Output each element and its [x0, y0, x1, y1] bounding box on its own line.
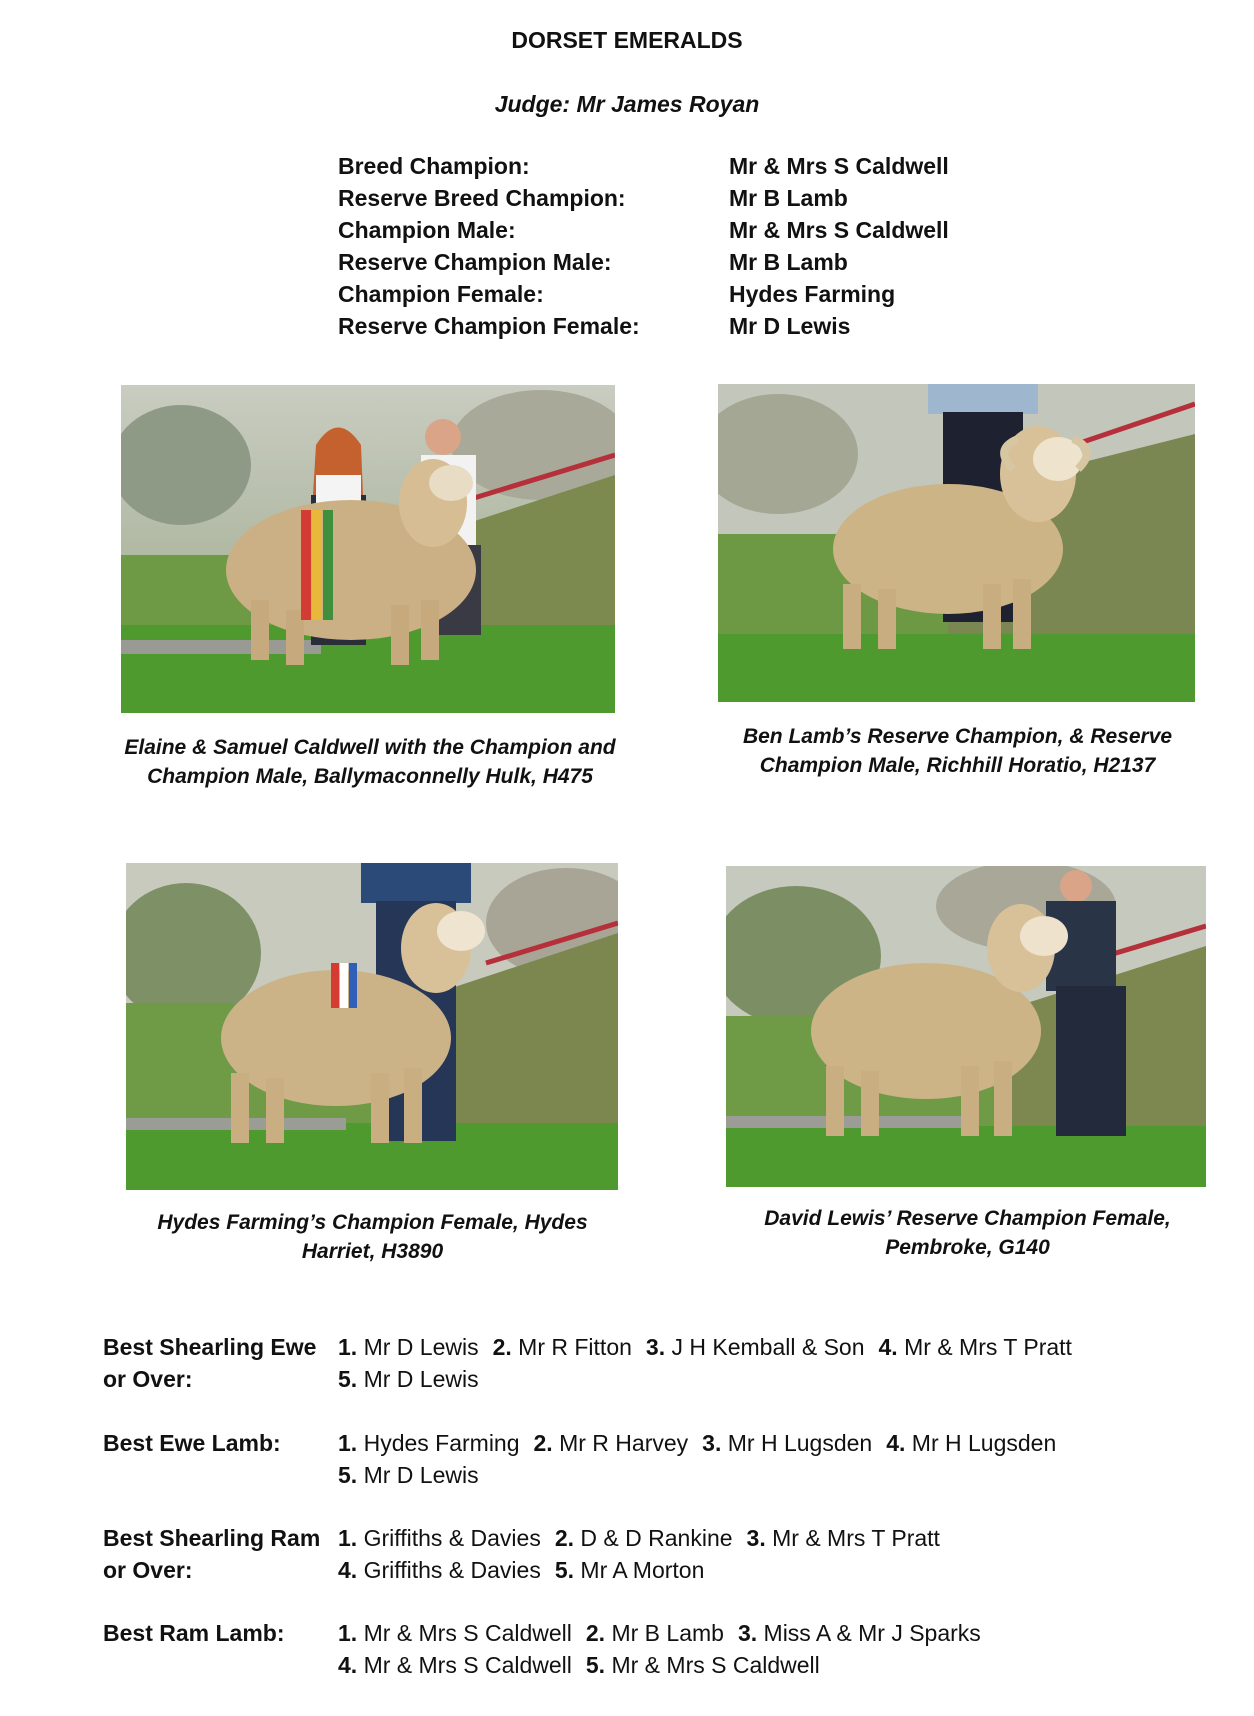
judge-line: Judge: Mr James Royan	[494, 91, 760, 117]
placing-line	[338, 1617, 1138, 1649]
category-line: Best Shearling Ram	[103, 1525, 321, 1551]
results-placings	[338, 1331, 1138, 1395]
placing-name: Mr H Lugsden	[905, 1430, 1057, 1456]
caption-line: Champion Male, Ballymaconnelly Hulk, H475	[147, 765, 593, 788]
caption-line: Hydes Farming’s Champion Female, Hydes	[157, 1211, 588, 1234]
placing-position: 1.	[338, 1620, 358, 1646]
award-label: Reserve Breed Champion:	[338, 185, 626, 211]
award-winner: Mr & Mrs S Caldwell	[729, 153, 949, 179]
results-category	[103, 1331, 328, 1395]
caption-line: Elaine & Samuel Caldwell with the Champion and	[124, 736, 616, 759]
photo-caption	[690, 1204, 1245, 1262]
placing-entry	[534, 1430, 689, 1456]
placing-line	[338, 1363, 1138, 1395]
placing-entry	[338, 1652, 572, 1678]
placing-name: Mr D Lewis	[357, 1462, 479, 1488]
award-row	[338, 249, 978, 281]
placing-position: 4.	[878, 1334, 898, 1360]
placing-position: 3.	[702, 1430, 722, 1456]
placing-entry	[338, 1366, 479, 1392]
photo-caption	[100, 1208, 645, 1266]
placing-name: Mr R Harvey	[552, 1430, 689, 1456]
results-category	[103, 1522, 328, 1586]
placing-entry	[555, 1557, 705, 1583]
awards-list	[338, 153, 978, 345]
caption-line: Harriet, H3890	[301, 1240, 444, 1263]
placing-position: 5.	[338, 1462, 358, 1488]
placing-line	[338, 1427, 1138, 1459]
placing-entry	[338, 1430, 520, 1456]
page-title: DORSET EMERALDS	[511, 27, 743, 53]
award-row	[338, 153, 978, 185]
category-line: or Over:	[103, 1557, 193, 1583]
placing-position: 5.	[338, 1366, 358, 1392]
placing-name: Mr & Mrs S Caldwell	[357, 1620, 572, 1646]
results-placings	[338, 1427, 1138, 1491]
placing-entry	[586, 1652, 820, 1678]
caption-line: David Lewis’ Reserve Champion Female,	[764, 1207, 1171, 1230]
placing-entry	[879, 1334, 1072, 1360]
category-line: Best Ram Lamb:	[103, 1620, 285, 1646]
placing-name: Griffiths & Davies	[357, 1557, 541, 1583]
award-label: Reserve Champion Female:	[338, 313, 640, 339]
award-winner: Mr D Lewis	[729, 313, 851, 339]
placing-entry	[338, 1462, 479, 1488]
placing-name: Griffiths & Davies	[357, 1525, 541, 1551]
results-placings	[338, 1522, 1138, 1586]
photo-caption	[670, 722, 1245, 780]
placing-name: Mr & Mrs T Pratt	[765, 1525, 940, 1551]
award-label: Champion Female:	[338, 281, 544, 307]
category-line: or Over:	[103, 1366, 193, 1392]
award-winner: Mr B Lamb	[729, 249, 848, 275]
placing-name: D & D Rankine	[574, 1525, 733, 1551]
caption-line: Ben Lamb’s Reserve Champion, & Reserve	[742, 725, 1173, 748]
category-line: Best Shearling Ewe	[103, 1334, 317, 1360]
award-label: Breed Champion:	[338, 153, 530, 179]
placing-entry	[702, 1430, 872, 1456]
placing-name: Miss A & Mr J Sparks	[757, 1620, 981, 1646]
placing-entry	[555, 1525, 733, 1551]
placing-entry	[338, 1620, 572, 1646]
award-label: Champion Male:	[338, 217, 516, 243]
placing-position: 3.	[737, 1620, 758, 1646]
award-winner: Hydes Farming	[729, 281, 896, 307]
photo-caption	[80, 733, 660, 791]
placing-line	[338, 1459, 1138, 1491]
placing-position: 5.	[554, 1557, 575, 1583]
placing-position: 2.	[554, 1525, 575, 1551]
placing-position: 1.	[338, 1525, 358, 1551]
placing-name: Mr H Lugsden	[721, 1430, 873, 1456]
placing-name: Mr A Morton	[574, 1557, 705, 1583]
caption-line: Pembroke, G140	[885, 1236, 1050, 1259]
placing-position: 4.	[338, 1557, 358, 1583]
placing-line	[338, 1554, 1138, 1586]
placing-name: Mr & Mrs S Caldwell	[357, 1652, 572, 1678]
category-line: Best Ewe Lamb:	[103, 1430, 281, 1456]
award-winner: Mr B Lamb	[729, 185, 848, 211]
photo-reserve-champion	[718, 384, 1195, 702]
photo-champion-female	[126, 863, 618, 1190]
placing-name: Mr B Lamb	[605, 1620, 724, 1646]
award-winner: Mr & Mrs S Caldwell	[729, 217, 949, 243]
placing-position: 4.	[886, 1430, 906, 1456]
placing-position: 3.	[746, 1525, 766, 1551]
placing-entry	[738, 1620, 981, 1646]
results-category	[103, 1427, 328, 1459]
award-label: Reserve Champion Male:	[338, 249, 612, 275]
placing-entry	[646, 1334, 865, 1360]
placing-name: J H Kemball & Son	[665, 1334, 865, 1360]
placing-name: Hydes Farming	[357, 1430, 520, 1456]
placing-line	[338, 1522, 1138, 1554]
placing-entry	[493, 1334, 632, 1360]
placing-name: Mr D Lewis	[357, 1334, 479, 1360]
placing-position: 2.	[585, 1620, 606, 1646]
results-category	[103, 1617, 328, 1649]
placing-line	[338, 1649, 1138, 1681]
award-row	[338, 185, 978, 217]
placing-entry	[886, 1430, 1056, 1456]
placing-position: 2.	[492, 1334, 512, 1360]
award-row	[338, 217, 978, 249]
placing-name: Mr & Mrs S Caldwell	[605, 1652, 820, 1678]
placing-position: 5.	[585, 1652, 606, 1678]
placing-name: Mr R Fitton	[511, 1334, 632, 1360]
placing-line	[338, 1331, 1138, 1363]
caption-line: Champion Male, Richhill Horatio, H2137	[759, 754, 1156, 777]
placing-entry	[338, 1525, 541, 1551]
results-placings	[338, 1617, 1138, 1681]
placing-position: 1.	[338, 1334, 358, 1360]
placing-position: 2.	[533, 1430, 553, 1456]
award-row	[338, 281, 978, 313]
placing-entry	[747, 1525, 940, 1551]
placing-position: 3.	[645, 1334, 666, 1360]
placing-position: 1.	[338, 1430, 358, 1456]
placing-position: 4.	[338, 1652, 358, 1678]
photo-reserve-champion-female	[726, 866, 1206, 1187]
placing-name: Mr & Mrs T Pratt	[897, 1334, 1072, 1360]
photo-champion	[121, 385, 615, 713]
placing-entry	[586, 1620, 724, 1646]
award-row	[338, 313, 978, 345]
placing-name: Mr D Lewis	[357, 1366, 479, 1392]
placing-entry	[338, 1334, 479, 1360]
placing-entry	[338, 1557, 541, 1583]
